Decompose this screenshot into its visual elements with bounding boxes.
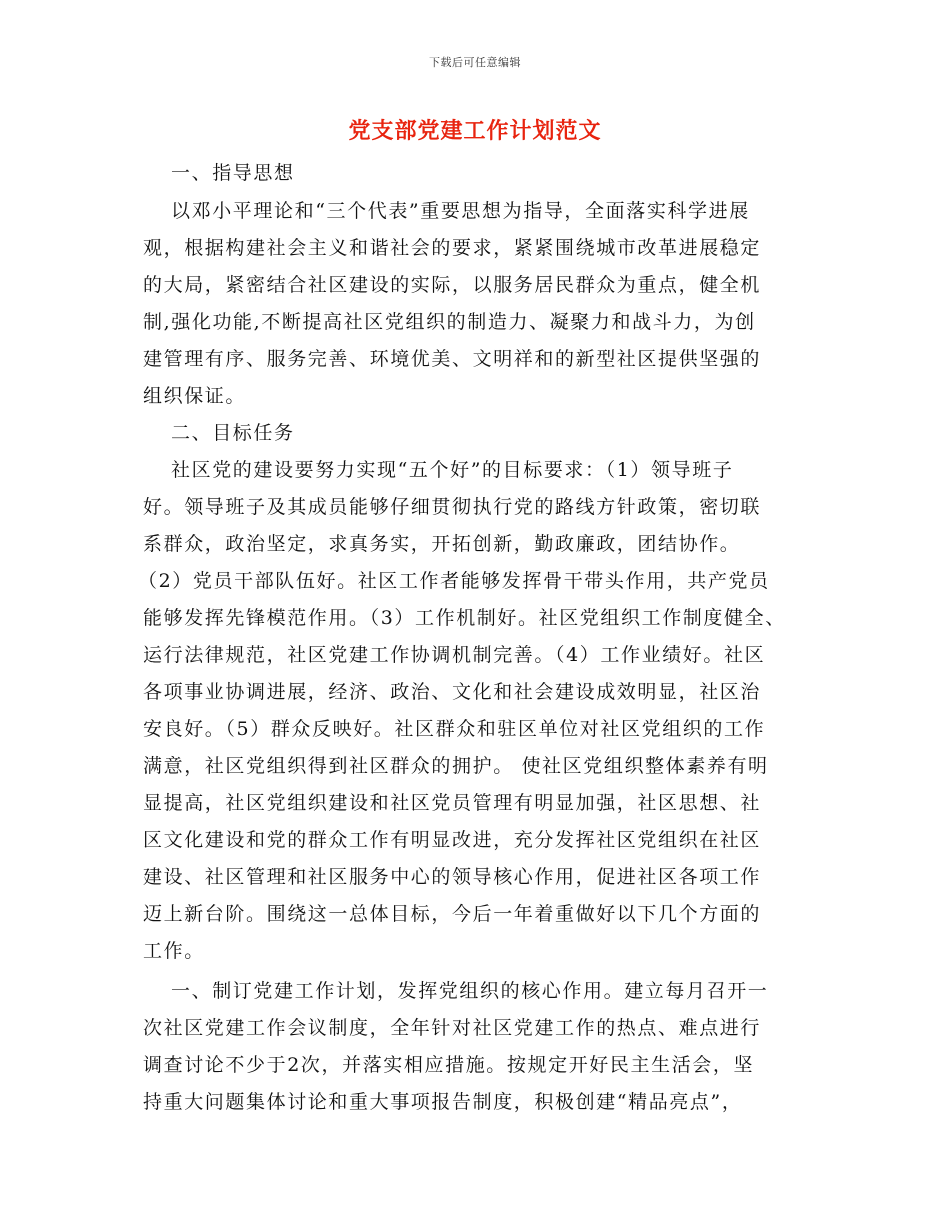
paragraph-line: 运行法律规范，社区党建工作协调机制完善。（4）工作业绩好。社区	[143, 644, 766, 666]
paragraph-line: 持重大问题集体讨论和重大事项报告制度，积极创建“精品亮点”，	[143, 1091, 743, 1113]
section-heading-1: 一、指导思想	[171, 162, 295, 184]
paragraph-line: 社区党的建设要努力实现“五个好”的目标要求：（1）领导班子	[171, 459, 734, 481]
paragraph-line: 工作。	[143, 940, 205, 962]
paragraph-line: 观，根据构建社会主义和谐社会的要求，紧紧围绕城市改革进展稳定	[143, 237, 762, 259]
paragraph-line: 组织保证。	[143, 385, 247, 407]
paragraph-line: 显提高，社区党组织建设和社区党员管理有明显加强，社区思想、社	[143, 792, 762, 814]
paragraph-line: 的大局，紧密结合社区建设的实际，以服务居民群众为重点，健全机	[143, 274, 762, 296]
paragraph-line: 建管理有序、服务完善、环境优美、文明祥和的新型社区提供坚强的	[143, 348, 762, 370]
paragraph-line: 迈上新台阶。围绕这一总体目标，今后一年着重做好以下几个方面的	[143, 903, 762, 925]
paragraph-line: 安良好。（5）群众反映好。社区群众和驻区单位对社区党组织的工作	[143, 718, 766, 740]
paragraph-line: 好。领导班子及其成员能够仔细贯彻执行党的路线方针政策，密切联	[143, 496, 762, 518]
paragraph-line: 满意，社区党组织得到社区群众的拥护。 使社区党组织整体素养有明	[143, 755, 769, 777]
section-heading-2: 二、目标任务	[171, 422, 295, 444]
paragraph-line: 次社区党建工作会议制度，全年针对社区党建工作的热点、难点进行	[143, 1017, 762, 1039]
paragraph-line: 各项事业协调进展，经济、政治、文化和社会建设成效明显，社区治	[143, 681, 762, 703]
paragraph-line: 制,强化功能,不断提高社区党组织的制造力、凝聚力和战斗力，为创	[143, 311, 756, 333]
paragraph-line: 区文化建设和党的群众工作有明显改进，充分发挥社区党组织在社区	[143, 829, 762, 851]
paragraph-line: 一、制订党建工作计划，发挥党组织的核心作用。建立每月召开一	[171, 980, 769, 1002]
paragraph-line: 以邓小平理论和“三个代表”重要思想为指导，全面落实科学进展	[171, 200, 750, 222]
document-title: 党支部党建工作计划范文	[348, 118, 602, 144]
header-note: 下载后可任意编辑	[429, 56, 521, 69]
paragraph-line: 系群众，政治坚定，求真务实，开拓创新，勤政廉政，团结协作。	[143, 533, 741, 555]
paragraph-line: 建设、社区管理和社区服务中心的领导核心作用，促进社区各项工作	[143, 866, 762, 888]
paragraph-line: （2）党员干部队伍好。社区工作者能够发挥骨干带头作用，共产党员	[138, 570, 770, 592]
paragraph-line: 调查讨论不少于2次，并落实相应措施。按规定开好民主生活会，坚	[143, 1054, 755, 1076]
paragraph-line: 能够发挥先锋模范作用。（3）工作机制好。社区党组织工作制度健全、	[143, 607, 786, 629]
